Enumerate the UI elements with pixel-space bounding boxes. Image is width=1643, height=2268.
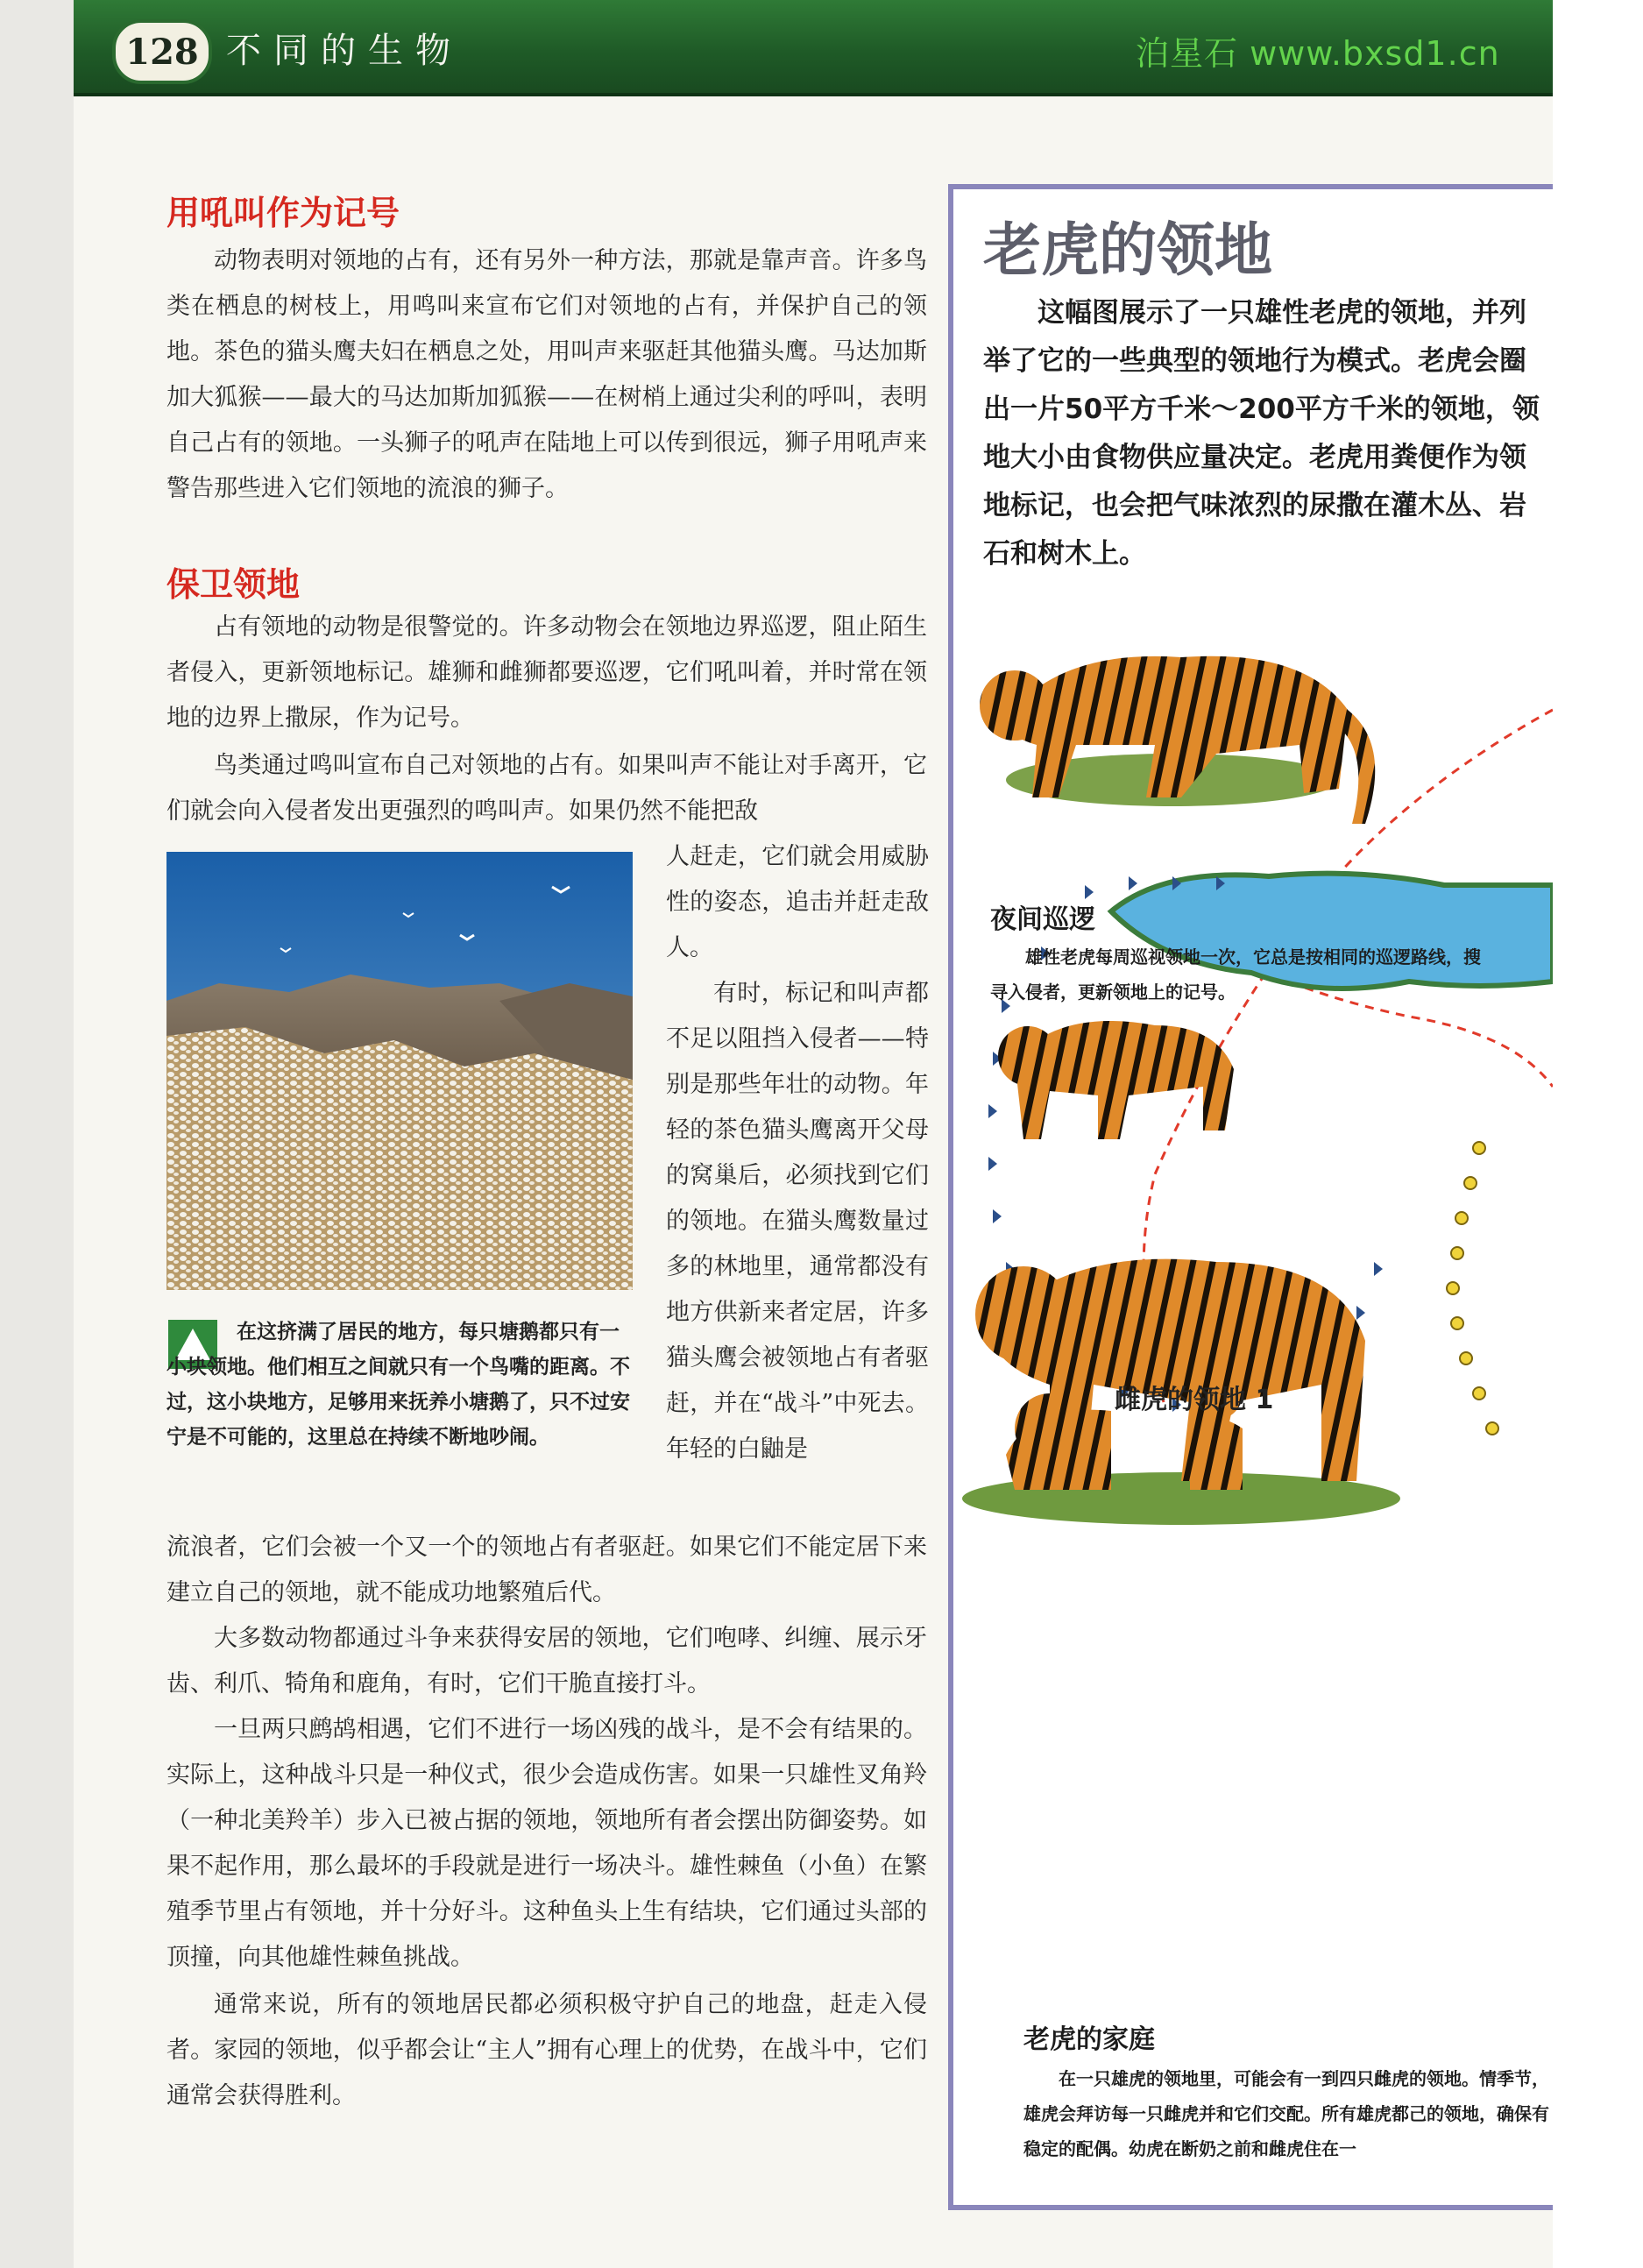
- tiger-territory-illustration: [953, 613, 1553, 2086]
- paragraph-stoat: 流浪者，它们会被一个又一个的领地占有者驱赶。如果它们不能定居下来建立自己的领地，就不能成功地繁殖后代。: [166, 1534, 927, 1606]
- paragraph-home-advantage: 通常来说，所有的领地居民都必须积极守护自己的地盘，赶走入侵者。家园的领地，似乎都会让“主人”拥有心理上的优势，在战斗中，它们通常会获得胜利。: [166, 1991, 927, 2109]
- paragraph-ritual: 一旦两只鹧鸪相遇，它们不进行一场凶残的战斗，是不会有结果的。实际上，这种战斗只是一种仪式，很少会造成伤害。如果一只雄性叉角羚（一种北美羚羊）步入已被占据的领地，领地所有者会摆出防御姿势。如果不起作用，那么最坏的手段就是进行一场决斗。雄性棘鱼（小鱼）在繁殖季节里占有领地，并十分好斗。这种鱼头上生有结块，它们通过头部的顶撞，向其他雄性棘鱼挑战。: [166, 1716, 927, 1971]
- paragraph-birds-side: 人赶走，它们就会用威胁性的姿态，追击并赶走敌人。: [666, 843, 929, 961]
- paragraph-birds: 鸟类通过鸣叫宣布自己对领地的占有。如果叫声不能让对手离开，它们就会向入侵者发出更强烈的鸣叫声。如果仍然不能把敌: [166, 752, 927, 825]
- tiger-family-text: 在一只雄虎的领地里，可能会有一到四只雌虎的领地。情季节，雄虎会拜访每一只雌虎并和它们交配。所有雄虎都己的领地，确保有稳定的配偶。幼虎在断奶之前和雌虎住在一: [1023, 2068, 1549, 2159]
- panel-title: 老虎的领地: [983, 216, 1272, 284]
- paragraph-defend: 占有领地的动物是很警觉的。许多动物会在领地边界巡逻，阻止陌生者侵入，更新领地标记。雄狮和雌狮都要巡逻，它们吼叫着，并时常在领地的边界上撒尿，作为记号。: [166, 613, 927, 732]
- heading-roar-as-mark: 用吼叫作为记号: [166, 194, 400, 232]
- paragraph-fighting: 大多数动物都通过斗争来获得安居的领地，它们咆哮、纠缠、展示牙齿、利爪、犄角和鹿角，有时，它们干脆直接打斗。: [166, 1625, 927, 1697]
- watermark: 泊星石 www.bxsd1.cn: [1136, 34, 1500, 73]
- paragraph-roar: 动物表明对领地的占有，还有另外一种方法，那就是靠声音。许多鸟类在栖息的树枝上，用鸣叫来宣布它们对领地的占有，并保护自己的领地。茶色的猫头鹰夫妇在栖息之处，用叫声来驱赶其他猫头鹰。马达加斯加大狐猴——最大的马达加斯加狐猴——在树梢上通过尖利的呼叫，表明自己占有的领地。一头狮子的吼声在陆地上可以传到很远，狮子用吼声来警告那些进入它们领地的流浪的狮子。: [166, 247, 927, 502]
- female-territory-label: 雌虎的领地 1: [1115, 1385, 1274, 1415]
- night-patrol-text: 雄性老虎每周巡视领地一次，它总是按相同的巡逻路线，搜寻入侵者，更新领地上的记号。: [990, 946, 1481, 1003]
- panel-intro: 这幅图展示了一只雄性老虎的领地，并列举了它的一些典型的领地行为模式。老虎会圈出一片50平方千米～200平方千米的领地，领地大小由食物供应量决定。老虎用粪便作为领地标记，也会把气味浓烈的尿撒在灌木丛、岩石和树木上。: [983, 297, 1540, 570]
- paragraph-young-owls: 有时，标记和叫声都不足以阻挡入侵者——特别是那些年壮的动物。年轻的茶色猫头鹰离开父母的窝巢后，必须找到它们的领地。在猫头鹰数量过多的林地里，通常都没有地方供新来者定居，许多猫头鹰会被领地占有者驱赶，并在“战斗”中死去。年轻的白鼬是: [666, 980, 929, 1463]
- tiger-family-heading: 老虎的家庭: [1023, 2024, 1155, 2055]
- gannet-colony-photo: [166, 852, 633, 1290]
- patrolling-tiger-figure: [980, 656, 1375, 824]
- heading-defend-territory: 保卫领地: [166, 565, 301, 604]
- photo-caption: 在这挤满了居民的地方，每只塘鹅都只有一小块领地。他们相互之间就只有一个鸟嘴的距离。不过，这小块地方，足够用来抚养小塘鹅了，只不过安宁是不可能的，这里总在持续不断地吵闹。: [166, 1321, 630, 1449]
- night-patrol-heading: 夜间巡逻: [990, 904, 1095, 935]
- page-gutter: [1553, 0, 1643, 2268]
- section-title: 不同的生物: [226, 31, 463, 71]
- female-tiger-figure: [998, 1021, 1234, 1139]
- page-number-badge: 128: [112, 19, 212, 84]
